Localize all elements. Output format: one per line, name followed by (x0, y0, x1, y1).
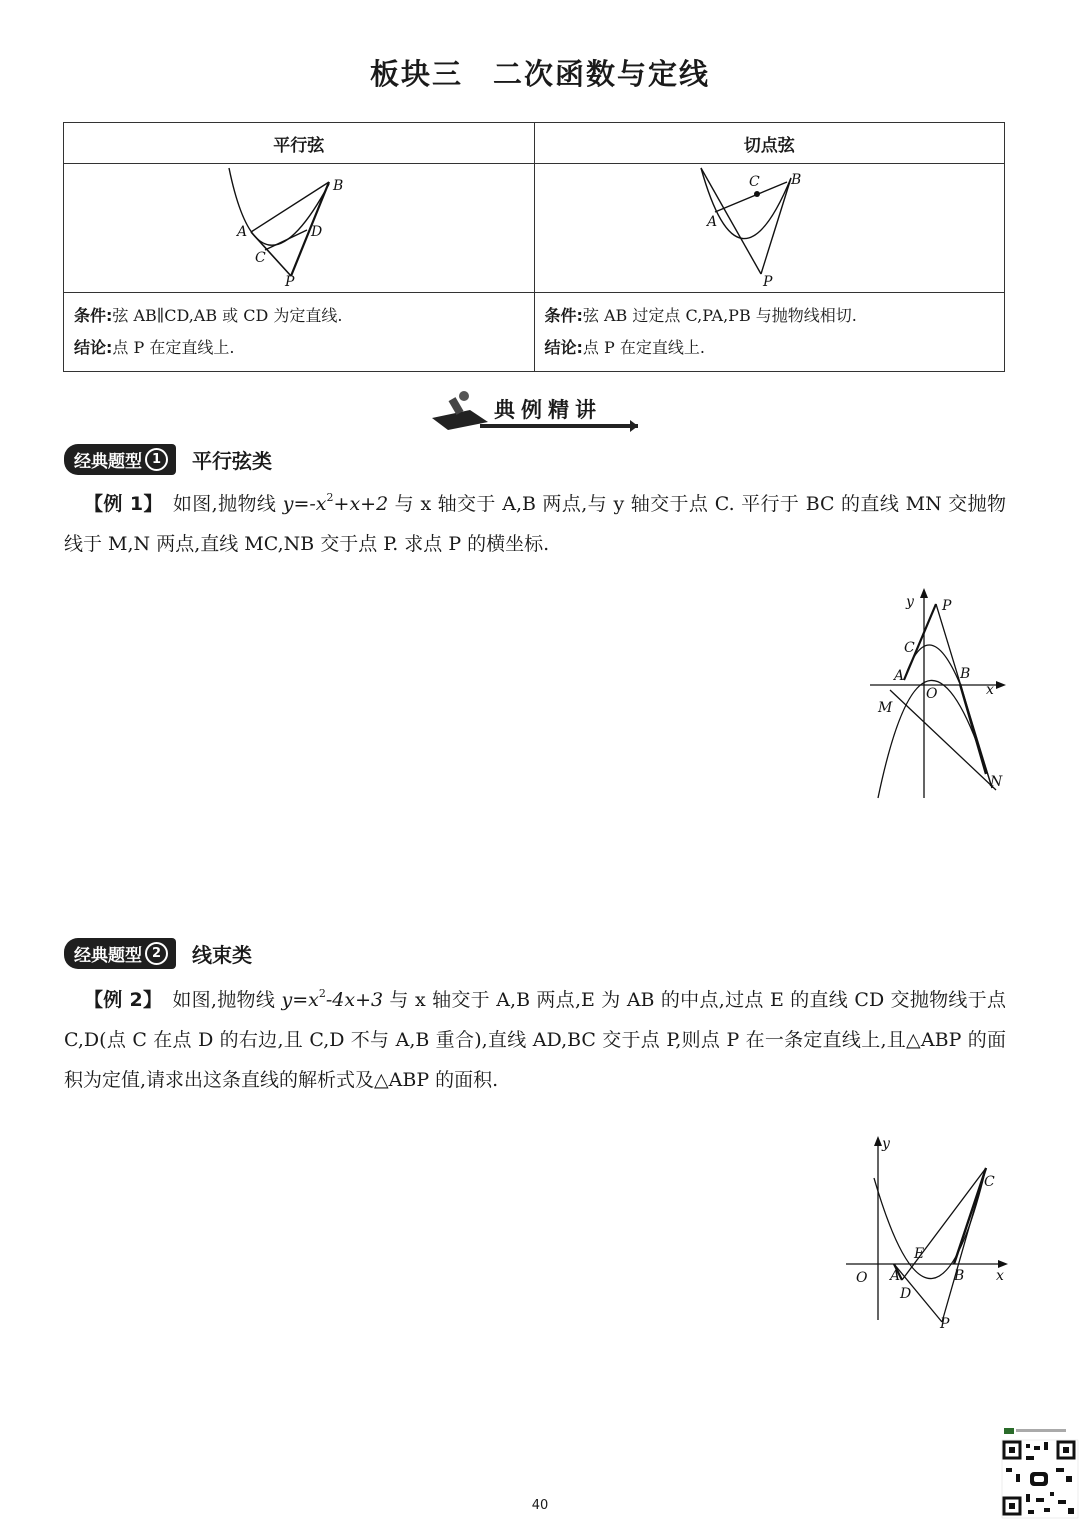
theorem-table (63, 122, 1005, 372)
tangent-chord-text: 条件:弦 AB 过定点 C,PA,PB 与抛物线相切. 结论:点 P 在定直线上. (534, 293, 1005, 372)
type1-header (64, 444, 272, 474)
type2-title: 线束类 (192, 942, 252, 967)
fig1-label-b: B (332, 178, 344, 194)
fig1-label-d: D (310, 224, 322, 240)
ex2-label-a: A (890, 1268, 901, 1284)
example1-text: 【例 1】 如图,抛物线 $y=-x^2+x+2$ 与 x 轴交于 A,B 两点,与 y 轴交于点 C. 平行于 BC 的直线 MN 交抛物线于 M,N 两点,直线 MC,NB 交于点 P. 求点 P 的横坐标. (64, 491, 1006, 555)
parallel-chord-text: 条件:弦 AB∥CD,AB 或 CD 为定直线. 结论:点 P 在定直线上. (64, 293, 535, 372)
ex2-label-c: C (984, 1174, 995, 1190)
fig2-label-p: P (763, 274, 773, 288)
col2-header: 切点弦 (534, 123, 1005, 164)
fig1-label-a: A (236, 224, 247, 240)
fig2-label-c: C (749, 174, 760, 190)
example1-figure (866, 588, 1006, 810)
ex1-label-m: M (878, 700, 893, 716)
type2-number: 2 (145, 942, 168, 965)
ex1-label-p: P (942, 598, 952, 614)
ex2-label-x: x (996, 1268, 1004, 1284)
col1-header: 平行弦 (64, 123, 535, 164)
type1-number: 1 (145, 448, 168, 471)
ex1-label-n: N (990, 774, 1003, 790)
type2-header (64, 938, 252, 968)
section-banner (430, 388, 640, 434)
ex2-label-b: B (954, 1268, 965, 1284)
ex1-label-b: B (960, 666, 971, 682)
example2-text: 【例 2】 如图,抛物线 $y=x^2-4x+3$ 与 x 轴交于 A,B 两点,E 为 AB 的中点,过点 E 的直线 CD 交抛物线于点 C,D(点 C 在点 D 的右边,且 C,D 不与 A,B 重合),直线 AD,BC 交于点 P,则点 P 在一条定直线上,且△ABP 的面积为定值,请求出这条直线的解析式及△ABP 的面积. (64, 987, 1006, 1091)
ex2-label-d: D (900, 1286, 912, 1302)
ex2-label-e: E (914, 1246, 925, 1262)
ex2-label-o: O (856, 1270, 868, 1286)
fig1-label-c: C (254, 250, 266, 266)
ex1-label-y: y (906, 594, 914, 610)
ex1-label-o: O (926, 686, 938, 702)
fig2-label-b: B (791, 172, 802, 188)
ex1-label-c: C (904, 640, 915, 656)
type2-badge: 经典题型 2 (64, 938, 176, 969)
tangent-chord-figure (534, 164, 1005, 293)
example2-figure (844, 1134, 1012, 1334)
ex2-label-y: y (882, 1136, 890, 1152)
page-number: 40 (531, 1498, 549, 1513)
page-title: 板块三 二次函数与定线 (369, 57, 711, 91)
type1-title: 平行弦类 (192, 448, 272, 473)
fig1-label-p: P (284, 274, 295, 288)
ex1-label-a: A (894, 668, 905, 684)
parallel-chord-figure (64, 164, 535, 293)
type1-badge: 经典题型 1 (64, 444, 176, 475)
ex2-label-p: P (940, 1316, 950, 1332)
fig2-label-a: A (707, 214, 718, 230)
ex1-label-x: x (986, 682, 994, 698)
banner-text: 典例精讲 (494, 398, 602, 422)
